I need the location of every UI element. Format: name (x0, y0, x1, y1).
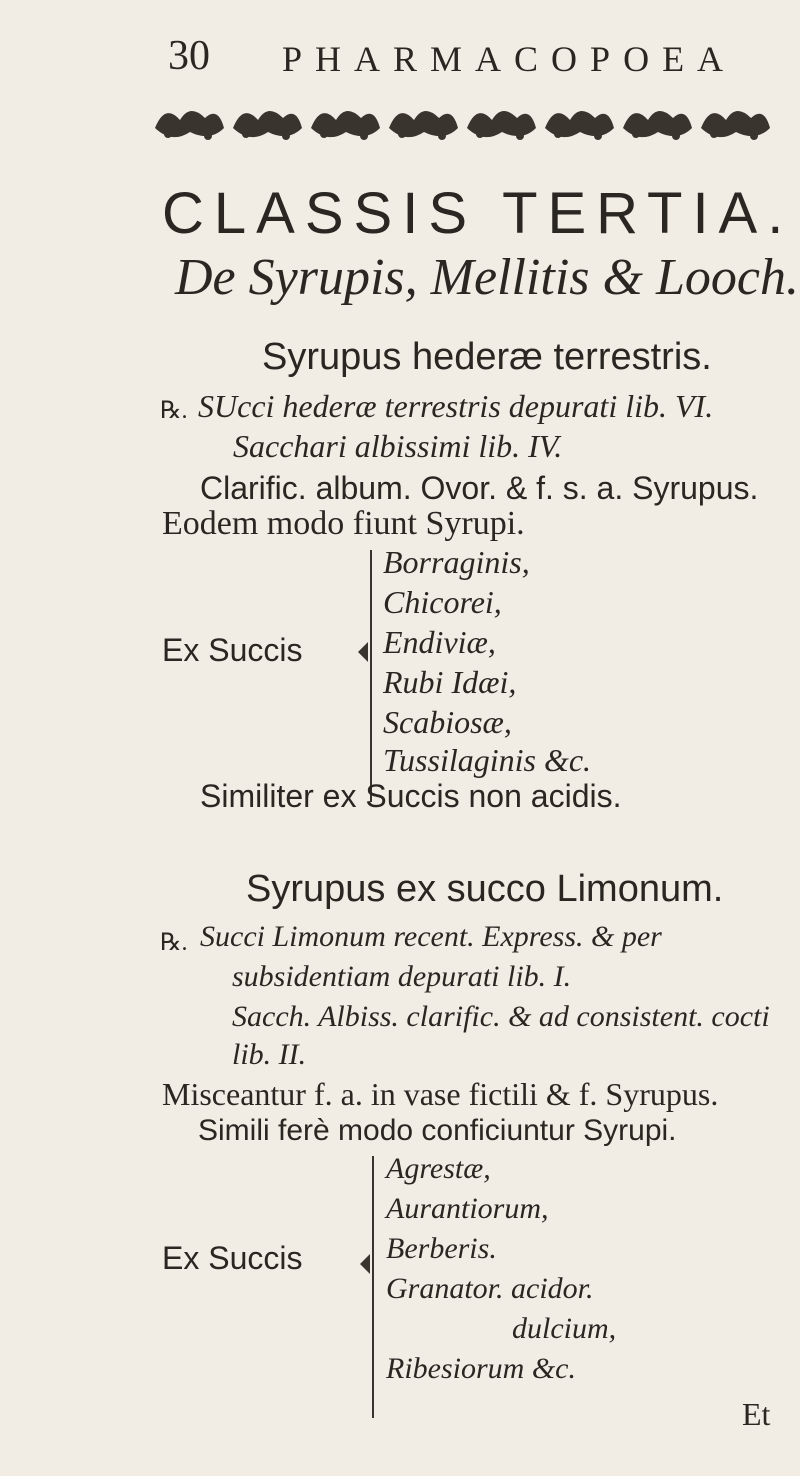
brace-item: Borraginis, (383, 544, 530, 580)
text-line: Eodem modo fiunt Syrupi. (162, 505, 525, 542)
recipe-line: Sacchari albissimi lib. IV. (233, 428, 563, 464)
class-subtitle: De Syrupis, Mellitis & Looch. (175, 249, 799, 306)
text-line: Misceantur f. a. in vase fictili & f. Syrupus. (162, 1076, 719, 1112)
running-title: PHARMACOPOEA (282, 39, 737, 79)
brace-tip (360, 1254, 370, 1274)
brace-item: Ribesiorum &c. (386, 1352, 576, 1385)
class-title: CLASSIS TERTIA. (162, 181, 794, 246)
brace-item: Berberis. (386, 1232, 497, 1265)
printers-ornament-band (150, 98, 790, 148)
brace-item: dulcium, (512, 1312, 617, 1345)
recipe-line: SUcci hederæ terrestris depurati lib. VI. (198, 388, 714, 424)
catchword: Et (742, 1396, 771, 1432)
brace-line (372, 1156, 374, 1418)
recipe-symbol: ℞. (160, 398, 188, 424)
section-title-syrupus-limonum: Syrupus ex succo Limonum. (246, 868, 724, 910)
text-line: Clarific. album. Ovor. & f. s. a. Syrupus. (200, 470, 759, 506)
section-title-syrupus-hederae: Syrupus hederæ terrestris. (262, 336, 712, 378)
brace-tip (358, 642, 368, 662)
recipe-line: Succi Limonum recent. Express. & per (200, 920, 662, 953)
recipe-line: lib. II. (232, 1038, 307, 1071)
brace-line (370, 550, 372, 802)
brace-item: Granator. acidor. (386, 1272, 594, 1305)
brace-item: Endiviæ, (383, 624, 496, 660)
brace-item: Rubi Idæi, (383, 664, 517, 700)
brace-item: Tussilaginis &c. (383, 742, 592, 778)
recipe-symbol: ℞. (160, 930, 188, 956)
text-line: Similiter ex Succis non acidis. (200, 778, 622, 814)
brace-item: Agrestæ, (386, 1152, 491, 1185)
brace-label: Ex Succis (162, 632, 303, 668)
ornament-icon (150, 98, 790, 148)
brace-item: Chicorei, (383, 584, 502, 620)
brace-label: Ex Succis (162, 1240, 303, 1276)
text-line: Simili ferè modo conficiuntur Syrupi. (198, 1114, 677, 1147)
recipe-line: subsidentiam depurati lib. I. (232, 960, 572, 993)
brace-item: Aurantiorum, (386, 1192, 549, 1225)
recipe-line: Sacch. Albiss. clarific. & ad consistent. cocti (232, 1000, 770, 1033)
brace-item: Scabiosæ, (383, 704, 512, 740)
page-number: 30 (168, 33, 210, 79)
